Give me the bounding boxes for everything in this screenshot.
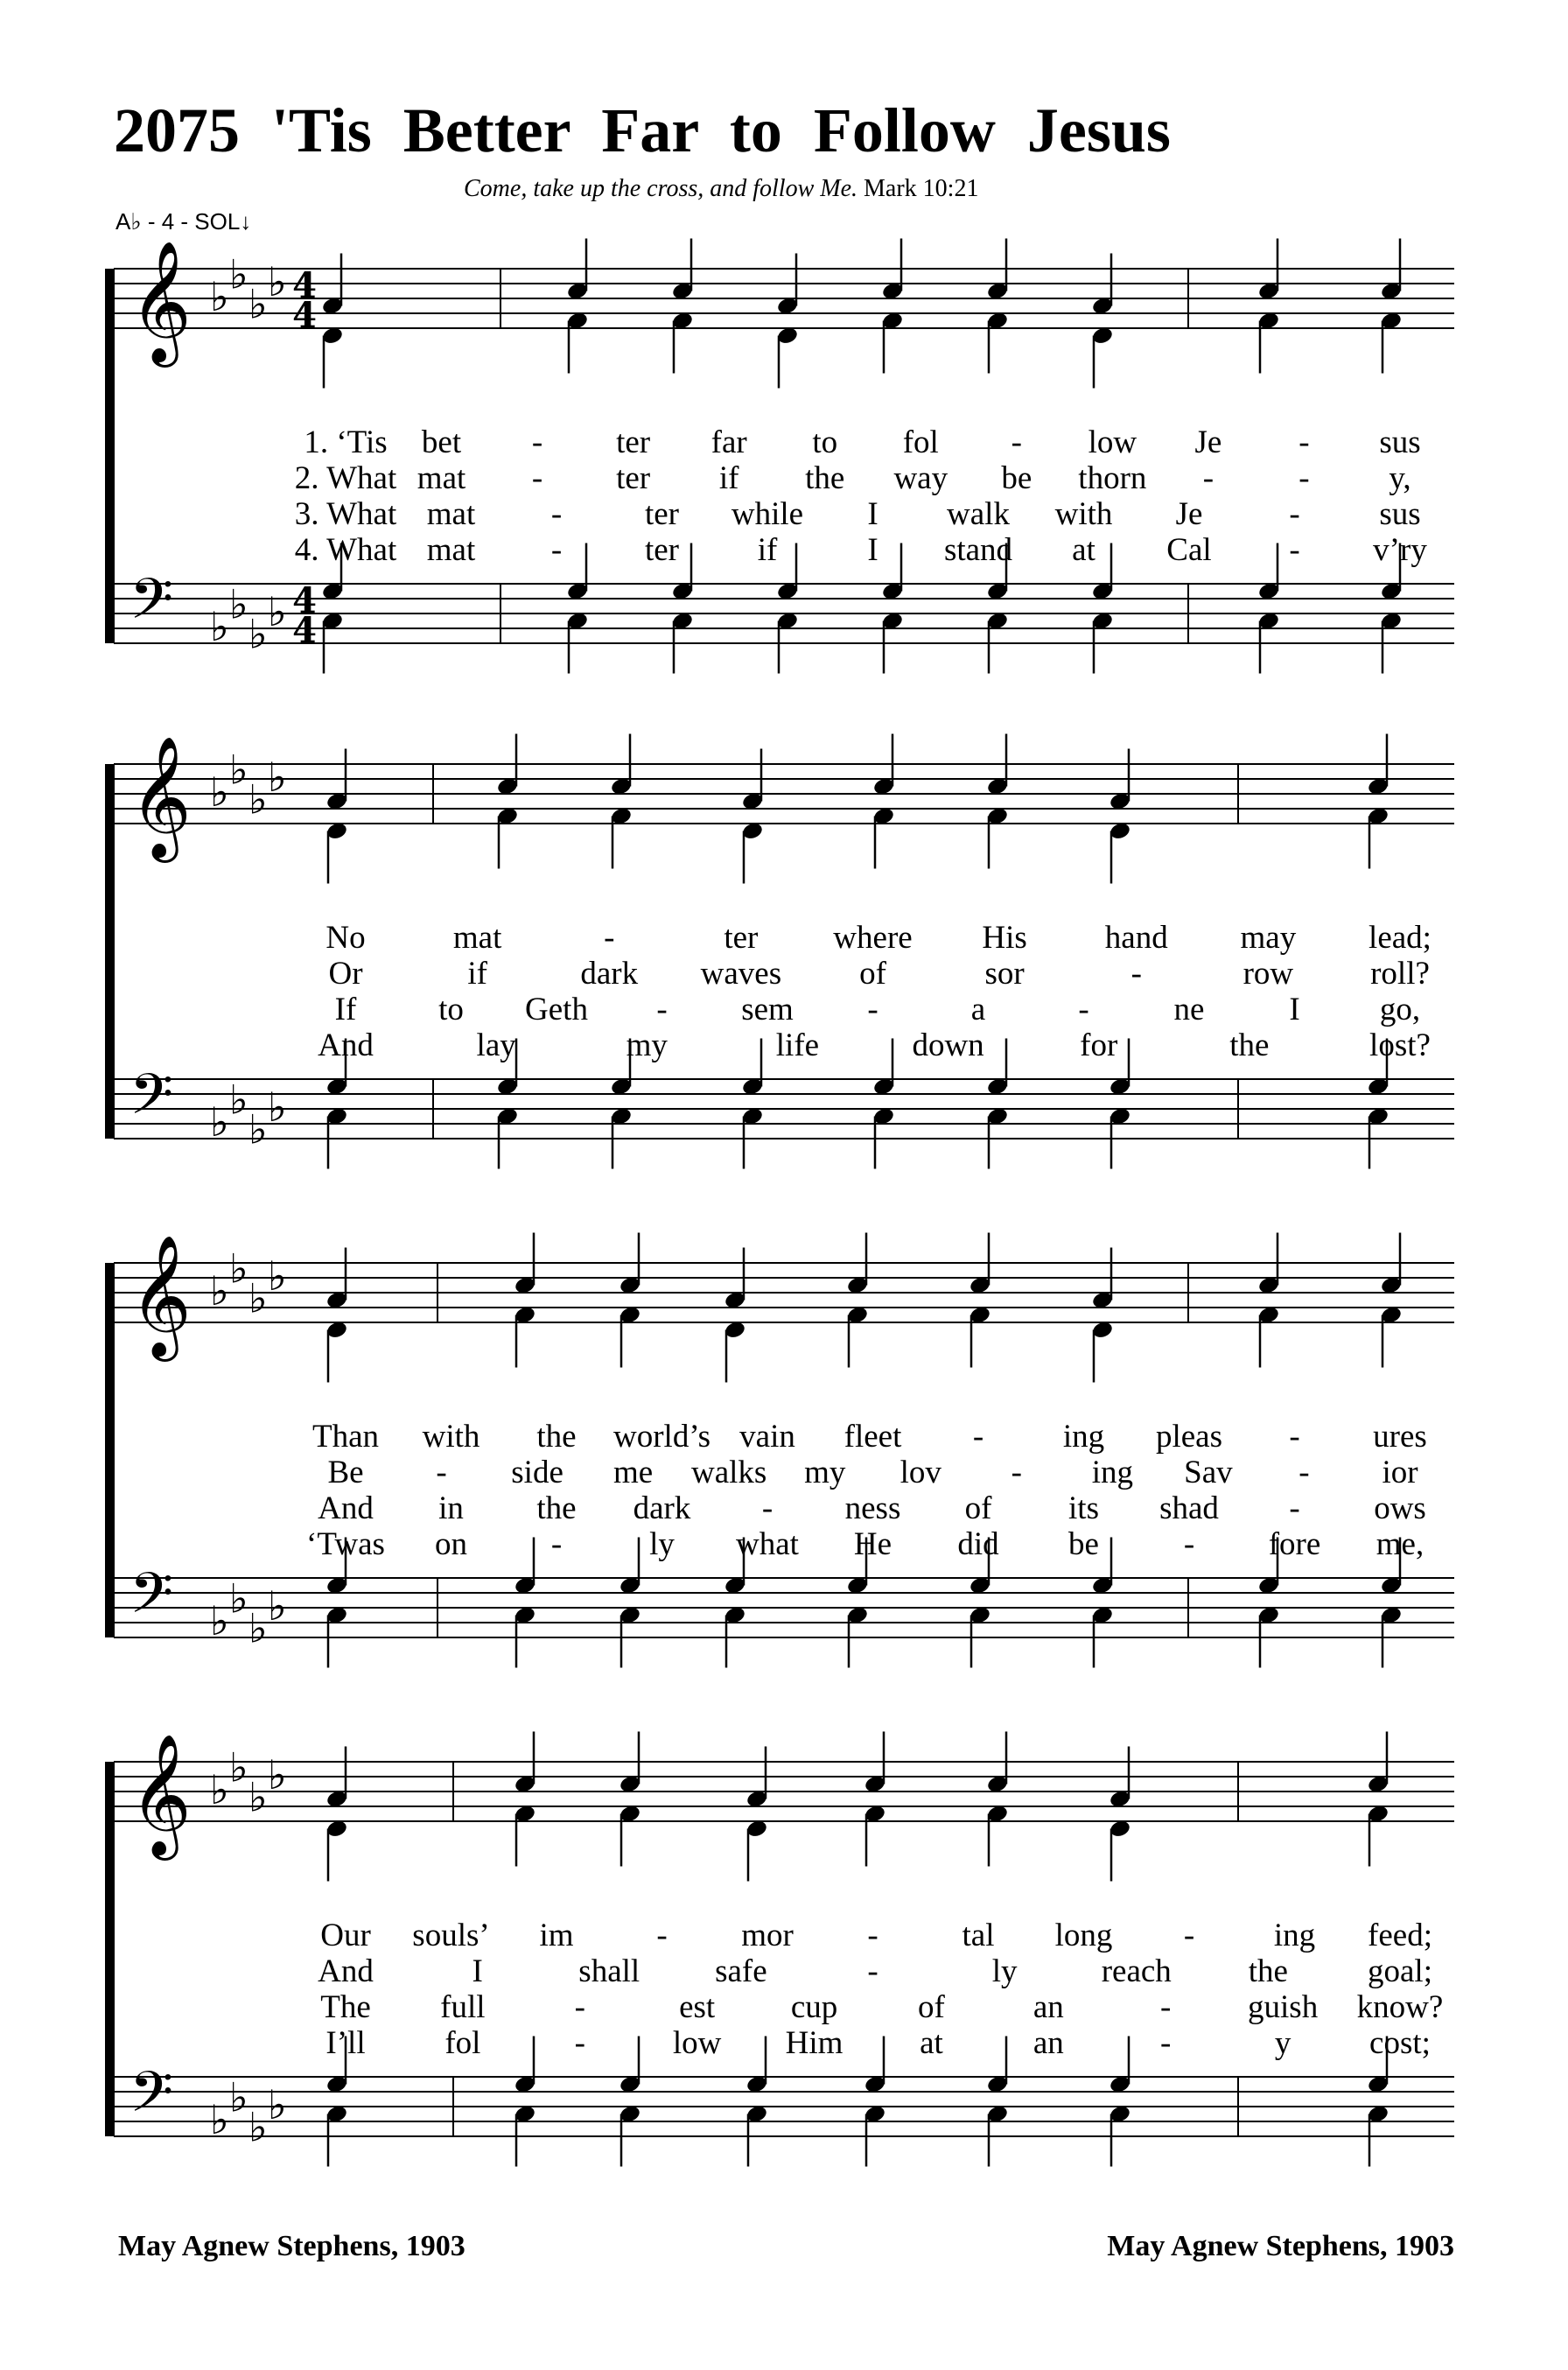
lyric-syllable: Sav: [1184, 1455, 1233, 1490]
lyric-syllable: And: [318, 1953, 374, 1989]
lyric-syllable: Je: [1194, 424, 1222, 460]
lyric-syllable: what: [736, 1526, 799, 1562]
lyric-syllable: way: [893, 460, 948, 496]
flat-sign-icon: ♭: [268, 1751, 287, 1799]
lyric-syllable: I: [867, 532, 878, 568]
lyric-syllable: ‘Twas: [306, 1526, 385, 1562]
flat-sign-icon: ♭: [248, 1105, 268, 1153]
flat-sign-icon: ♭: [210, 1267, 229, 1315]
lyric-syllable: y,: [1389, 460, 1411, 496]
lyric-syllable: goal;: [1368, 1953, 1432, 1989]
lyric-syllable: shall: [578, 1953, 640, 1989]
lyric-syllable: stand: [943, 532, 1013, 568]
lyric-syllable: souls’: [412, 1918, 490, 1953]
scripture-reference: Mark 10:21: [864, 175, 979, 202]
lyric-syllable: if: [757, 532, 778, 568]
lyric-syllable: -: [574, 1989, 585, 2025]
lyric-syllable: the: [536, 1490, 577, 1526]
flat-sign-icon: ♭: [268, 258, 287, 305]
lyric-syllable: the: [1229, 1027, 1270, 1063]
lyric-syllable: of: [859, 956, 886, 992]
flat-sign-icon: ♭: [229, 580, 248, 628]
lyric-syllable: ly: [649, 1526, 675, 1562]
lyric-syllable: for: [1080, 1027, 1118, 1063]
lyric-syllable: -: [1011, 1455, 1022, 1490]
lyric-syllable: 1. ‘Tis: [304, 424, 388, 460]
lyric-syllable: ly: [991, 1953, 1018, 1989]
key-info: A♭ - 4 - SOL↓: [116, 208, 252, 235]
lyric-syllable: I: [867, 496, 878, 532]
lyric-syllable: -: [1298, 460, 1310, 496]
lyric-syllable: mat: [452, 920, 502, 956]
lyric-syllable: feed;: [1368, 1918, 1432, 1953]
lyric-syllable: ing: [1062, 1419, 1105, 1455]
flat-sign-icon: ♭: [210, 603, 229, 650]
time-signature-top: 4: [292, 580, 317, 621]
flat-sign-icon: ♭: [248, 1274, 268, 1322]
time-signature-bottom: 4: [292, 610, 317, 651]
lyric-syllable: a: [970, 992, 986, 1027]
lyric-syllable: Him: [785, 2025, 844, 2061]
lyric-syllable: And: [318, 1027, 374, 1063]
lyric-syllable: -: [1289, 1419, 1300, 1455]
lyric-syllable: down: [912, 1027, 984, 1063]
lyric-syllable: shad: [1159, 1490, 1219, 1526]
flat-sign-icon: ♭: [248, 1773, 268, 1821]
lyric-syllable: -: [1298, 1455, 1310, 1490]
lyric-syllable: -: [867, 992, 878, 1027]
lyric-syllable: did: [957, 1526, 999, 1562]
lyric-syllable: ior: [1382, 1455, 1418, 1490]
lyric-syllable: ne: [1173, 992, 1205, 1027]
music-credit: May Agnew Stephens, 1903: [1107, 2230, 1454, 2262]
lyric-syllable: life: [775, 1027, 820, 1063]
flat-sign-icon: ♭: [248, 775, 268, 824]
lyric-syllable: of: [964, 1490, 992, 1526]
lyric-syllable: -: [1298, 424, 1310, 460]
lyric-syllable: 3. What: [294, 496, 397, 532]
words-credit: May Agnew Stephens, 1903: [118, 2230, 466, 2262]
lyric-syllable: the: [536, 1419, 577, 1455]
lyric-syllable: its: [1068, 1490, 1099, 1526]
lyric-syllable: vain: [739, 1419, 795, 1455]
lyric-syllable: mor: [741, 1918, 794, 1953]
hymn-title: 'Tis Better Far to Follow Jesus: [271, 95, 1171, 165]
lyric-syllable: If: [334, 992, 357, 1027]
lyric-syllable: my: [804, 1455, 846, 1490]
lyric-syllable: hand: [1104, 920, 1168, 956]
lyric-syllable: -: [1078, 992, 1089, 1027]
lyric-syllable: No: [326, 920, 366, 956]
lyric-syllable: at: [1072, 532, 1096, 568]
lyric-syllable: low: [1088, 424, 1138, 460]
flat-sign-icon: ♭: [268, 1252, 287, 1300]
lyric-syllable: be: [1001, 460, 1032, 496]
flat-sign-icon: ♭: [210, 1597, 229, 1644]
lyric-syllable: lay: [476, 1027, 516, 1063]
lyric-syllable: ter: [724, 920, 759, 956]
lyric-syllable: lov: [900, 1455, 942, 1490]
lyric-syllable: -: [1160, 1989, 1172, 2025]
lyric-syllable: may: [1240, 920, 1297, 956]
lyric-syllable: with: [422, 1419, 480, 1455]
lyric-syllable: on: [435, 1526, 467, 1562]
lyric-syllable: im: [539, 1918, 574, 1953]
lyric-syllable: ter: [644, 532, 680, 568]
lyric-syllable: Je: [1175, 496, 1203, 532]
lyric-syllable: Cal: [1166, 532, 1212, 568]
treble-clef-icon: 𝄞: [130, 1235, 192, 1357]
lyric-syllable: to: [438, 992, 464, 1027]
lyric-syllable: -: [436, 1455, 447, 1490]
lyric-syllable: side: [511, 1455, 564, 1490]
lyric-syllable: -: [1011, 424, 1022, 460]
flat-sign-icon: ♭: [210, 768, 229, 816]
lyric-syllable: walks: [691, 1455, 767, 1490]
lyric-syllable: cost;: [1369, 2025, 1431, 2061]
lyric-syllable: est: [679, 1989, 716, 2025]
lyric-syllable: I: [472, 1953, 483, 1989]
lyric-syllable: safe: [715, 1953, 767, 1989]
lyric-syllable: mat: [426, 532, 476, 568]
lyric-syllable: -: [656, 1918, 668, 1953]
lyric-syllable: in: [438, 1490, 464, 1526]
flat-sign-icon: ♭: [268, 1083, 287, 1131]
lyric-syllable: be: [1068, 1526, 1099, 1562]
lyric-syllable: full: [440, 1989, 486, 2025]
flat-sign-icon: ♭: [210, 2096, 229, 2143]
lyric-syllable: -: [1130, 956, 1142, 992]
lyric-syllable: v’ry: [1373, 532, 1427, 568]
lyric-syllable: if: [718, 460, 739, 496]
lyric-syllable: -: [531, 460, 543, 496]
lyric-syllable: waves: [700, 956, 782, 992]
bass-clef-icon: 𝄢: [130, 1062, 174, 1141]
flat-sign-icon: ♭: [268, 588, 287, 635]
system-bracket: [105, 1762, 113, 2136]
flat-sign-icon: ♭: [210, 273, 229, 320]
lyric-syllable: -: [1289, 532, 1300, 568]
flat-sign-icon: ♭: [268, 1582, 287, 1630]
treble-clef-icon: 𝄞: [130, 241, 192, 362]
lyric-syllable: my: [626, 1027, 668, 1063]
bass-clef-icon: 𝄢: [130, 567, 174, 646]
lyric-syllable: ing: [1273, 1918, 1316, 1953]
lyric-syllable: ter: [616, 424, 651, 460]
lyric-syllable: Geth: [525, 992, 588, 1027]
time-signature-bottom: 4: [292, 295, 317, 336]
lyric-syllable: far: [710, 424, 747, 460]
lyric-syllable: to: [812, 424, 838, 460]
bass-clef-icon: 𝄢: [130, 2060, 174, 2139]
lyric-syllable: thorn: [1078, 460, 1147, 496]
lyric-syllable: y: [1274, 2025, 1292, 2061]
flat-sign-icon: ♭: [248, 280, 268, 328]
lyric-syllable: Our: [320, 1918, 371, 1953]
flat-sign-icon: ♭: [229, 1076, 248, 1124]
lyric-syllable: And: [318, 1490, 374, 1526]
lyric-syllable: He: [853, 1526, 892, 1562]
flat-sign-icon: ♭: [229, 1743, 248, 1792]
lyric-syllable: the: [805, 460, 845, 496]
lyric-syllable: -: [550, 496, 563, 532]
flat-sign-icon: ♭: [268, 754, 287, 801]
scripture-quote: Come, take up the cross, and follow Me.: [464, 175, 858, 202]
lyric-syllable: reach: [1101, 1953, 1172, 1989]
bass-clef-icon: 𝄢: [130, 1561, 174, 1640]
lyric-syllable: sem: [741, 992, 794, 1027]
lyric-syllable: I’ll: [326, 2025, 366, 2061]
lyric-syllable: roll?: [1370, 956, 1430, 992]
lyric-syllable: ter: [644, 496, 680, 532]
lyric-syllable: Than: [312, 1419, 380, 1455]
system-bracket: [105, 764, 113, 1139]
lyric-syllable: I: [1289, 992, 1300, 1027]
lyric-syllable: an: [1032, 1989, 1064, 2025]
flat-sign-icon: ♭: [229, 1245, 248, 1293]
lyric-syllable: ows: [1374, 1490, 1426, 1526]
lyric-syllable: ness: [844, 1490, 901, 1526]
lyric-syllable: -: [1289, 1490, 1300, 1526]
lyric-syllable: -: [1183, 1918, 1195, 1953]
lyric-syllable: me: [613, 1455, 654, 1490]
system-bracket: [105, 269, 113, 643]
lyric-syllable: -: [1183, 1526, 1195, 1562]
lyric-syllable: mat: [416, 460, 466, 496]
lyric-syllable: 4. What: [294, 532, 397, 568]
lyric-syllable: His: [982, 920, 1027, 956]
lyric-syllable: know?: [1356, 1989, 1444, 2025]
lyric-syllable: -: [972, 1419, 984, 1455]
lyric-syllable: 2. What: [294, 460, 397, 496]
flat-sign-icon: ♭: [248, 2103, 268, 2151]
lyric-syllable: The: [320, 1989, 371, 2025]
lyric-syllable: ter: [616, 460, 651, 496]
lyric-syllable: ures: [1373, 1419, 1427, 1455]
lyric-syllable: dark: [633, 1490, 691, 1526]
lyric-syllable: -: [550, 532, 563, 568]
flat-sign-icon: ♭: [248, 1604, 268, 1652]
lyric-syllable: -: [604, 920, 615, 956]
lyric-syllable: ing: [1091, 1455, 1133, 1490]
lyric-syllable: where: [833, 920, 913, 956]
lyric-syllable: Be: [327, 1455, 364, 1490]
system-bracket: [105, 1263, 113, 1637]
lyric-syllable: of: [918, 1989, 945, 2025]
lyric-syllable: guish: [1248, 1989, 1319, 2025]
lyric-syllable: fol: [902, 424, 939, 460]
lyric-syllable: -: [1202, 460, 1214, 496]
lyric-syllable: at: [920, 2025, 943, 2061]
lyric-syllable: lost?: [1369, 1027, 1431, 1063]
flat-sign-icon: ♭: [210, 1098, 229, 1146]
lyric-syllable: -: [1289, 496, 1300, 532]
lyric-syllable: -: [867, 1918, 878, 1953]
lyric-syllable: dark: [580, 956, 639, 992]
lyric-syllable: low: [672, 2025, 722, 2061]
flat-sign-icon: ♭: [229, 250, 248, 298]
lyric-syllable: go,: [1379, 992, 1421, 1027]
lyric-syllable: lead;: [1368, 920, 1432, 956]
lyric-syllable: me,: [1376, 1526, 1424, 1562]
lyric-syllable: bet: [421, 424, 462, 460]
lyric-syllable: -: [656, 992, 668, 1027]
lyric-syllable: an: [1032, 2025, 1064, 2061]
lyric-syllable: fol: [444, 2025, 481, 2061]
lyric-syllable: row: [1242, 956, 1294, 992]
lyric-syllable: world’s: [613, 1419, 710, 1455]
flat-sign-icon: ♭: [229, 1574, 248, 1623]
lyric-syllable: sus: [1379, 496, 1421, 532]
time-signature-top: 4: [292, 265, 317, 306]
treble-clef-icon: 𝄞: [130, 1734, 192, 1855]
treble-clef-icon: 𝄞: [130, 736, 192, 858]
flat-sign-icon: ♭: [229, 2073, 248, 2121]
lyric-syllable: pleas: [1155, 1419, 1223, 1455]
lyric-syllable: cup: [790, 1989, 838, 2025]
lyric-syllable: long: [1054, 1918, 1113, 1953]
flat-sign-icon: ♭: [268, 2081, 287, 2128]
lyric-syllable: sus: [1379, 424, 1421, 460]
lyric-syllable: with: [1054, 496, 1113, 532]
lyric-syllable: sor: [984, 956, 1025, 992]
lyric-syllable: -: [574, 2025, 585, 2061]
lyric-syllable: fleet: [844, 1419, 902, 1455]
lyric-syllable: -: [867, 1953, 878, 1989]
lyric-syllable: fore: [1268, 1526, 1321, 1562]
lyric-syllable: -: [550, 1526, 563, 1562]
lyric-syllable: Or: [328, 956, 363, 992]
lyric-syllable: -: [761, 1490, 774, 1526]
lyric-syllable: -: [1160, 2025, 1172, 2061]
lyric-syllable: while: [731, 496, 804, 532]
lyric-syllable: tal: [962, 1918, 995, 1953]
flat-sign-icon: ♭: [210, 1766, 229, 1813]
lyric-syllable: walk: [947, 496, 1010, 532]
lyric-syllable: if: [467, 956, 487, 992]
flat-sign-icon: ♭: [248, 610, 268, 658]
lyric-syllable: the: [1248, 1953, 1288, 1989]
flat-sign-icon: ♭: [229, 746, 248, 794]
lyric-syllable: -: [531, 424, 543, 460]
lyric-syllable: mat: [426, 496, 476, 532]
hymn-number: 2075: [114, 95, 240, 165]
